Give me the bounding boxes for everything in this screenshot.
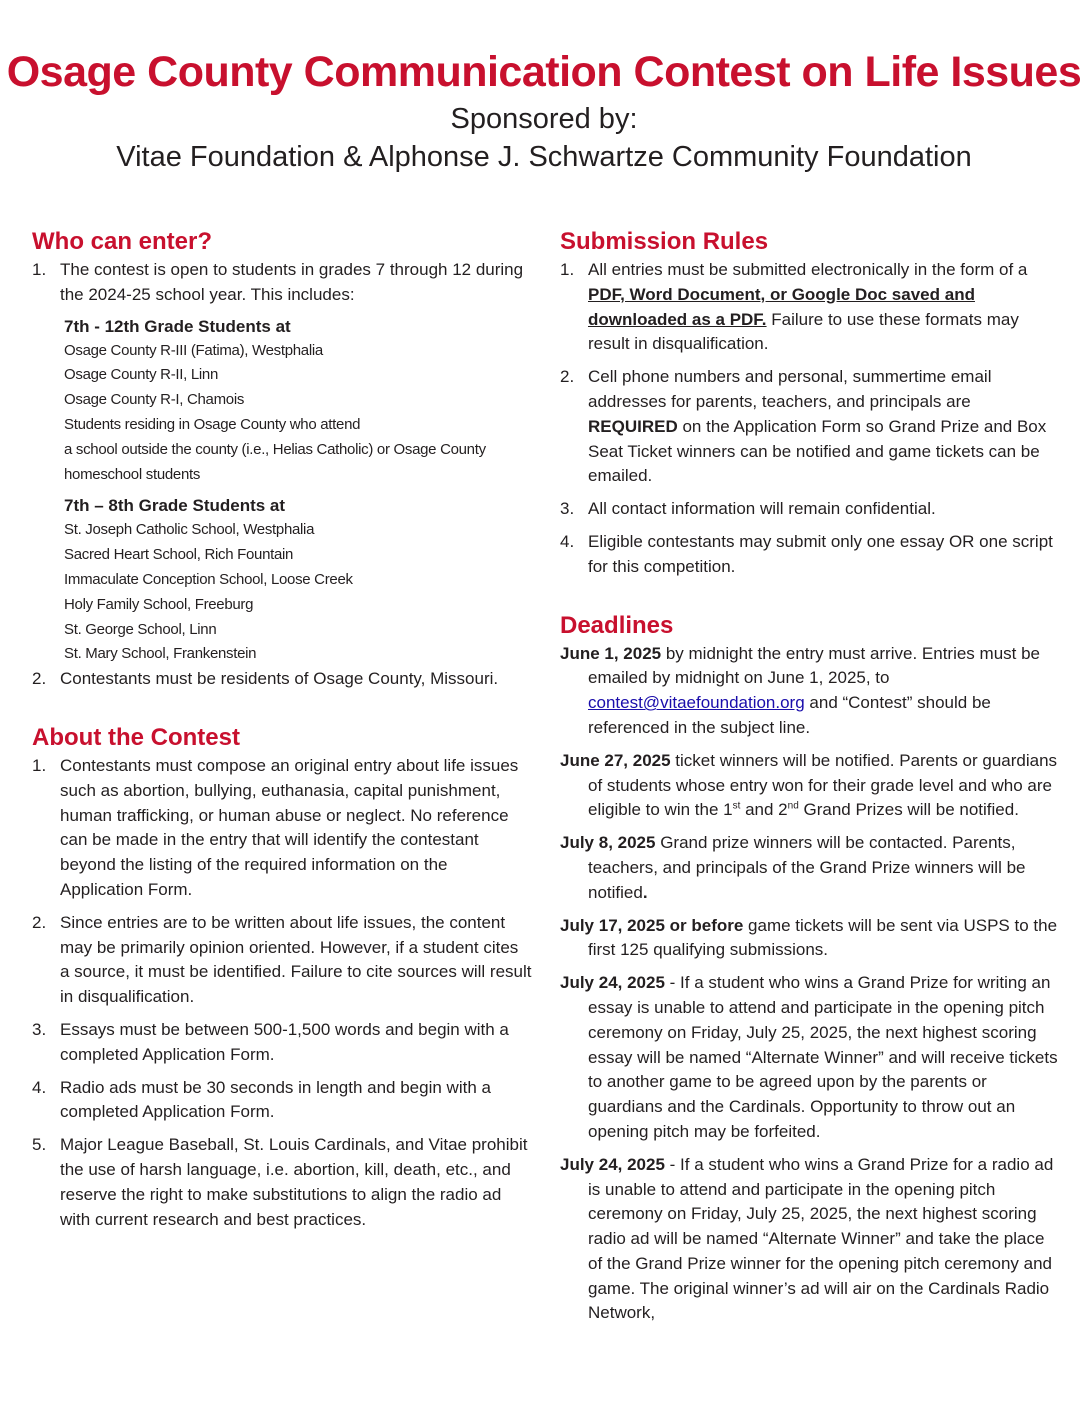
- school-line: Osage County R-III (Fatima), Westphalia: [64, 341, 323, 359]
- right-column: [560, 226, 1060, 1334]
- left-column: [32, 226, 532, 1240]
- deadline-entry: [560, 642, 1060, 741]
- about-item-number: 3.: [32, 1019, 47, 1039]
- rule-item-number: 1.: [560, 260, 575, 279]
- deadline-text-end: and “Contest” should be referenced in the subject line.: [588, 693, 991, 737]
- contest-email-link[interactable]: contest@vitaefoundation.org: [588, 693, 805, 713]
- school-line: Holy Family School, Freeburg: [64, 595, 254, 613]
- about-item-text: Essays must be between 500-1,500 words and begin with a completed Application Form.: [60, 1019, 509, 1064]
- deadline-date: June 27, 2025: [560, 750, 671, 770]
- about-contest-heading: About the Contest: [32, 723, 240, 751]
- about-item-number: 1.: [32, 755, 47, 775]
- who-can-enter-heading: Who can enter?: [32, 228, 213, 255]
- rule-item-number: 3.: [560, 499, 575, 519]
- deadline-text: - If a student who wins a Grand Prize for a radio ad is unable to attend and participate in the opening pitch ceremony on Friday, July 25, 2025, the next highest scoring radio ad will be named “Alternate Winner” and take the place of the Grand Prize winner for the opening pitch ceremony and game. The original winner’s ad will air on the Cardinals Radio Network,: [588, 1154, 1054, 1323]
- sponsored-by-label: Sponsored by:: [450, 103, 638, 135]
- school-line: Osage County R-I, Chamois: [64, 391, 245, 409]
- deadline-date: July 17, 2025 or before: [560, 915, 744, 935]
- about-item-number: 4.: [32, 1077, 47, 1097]
- rule-1-text-end: Failure to use these formats may result in disqualification.: [588, 309, 1019, 354]
- about-item: [32, 1133, 532, 1232]
- deadline-text: by midnight the entry must arrive. Entries must be emailed by midnight on June 1, 2025, to: [588, 643, 1040, 688]
- group-2-title: 7th – 8th Grade Students at: [64, 496, 286, 516]
- deadline-entry: [560, 914, 1060, 964]
- school-line: Students residing in Osage County who attend: [64, 415, 361, 433]
- deadline-text: ticket winners will be notified. Parents or guardians of students whose entry won for their grade level and who are eligible to win the 1: [588, 750, 1058, 820]
- who-item-2-number: 2.: [32, 669, 47, 689]
- deadline-date: June 1, 2025: [560, 643, 662, 663]
- about-item-text: Radio ads must be 30 seconds in length and begin with a completed Application Form.: [60, 1077, 491, 1122]
- ordinal-suffix: st: [732, 800, 741, 812]
- deadline-entry: [560, 749, 1060, 823]
- rule-item-number: 4.: [560, 531, 575, 551]
- sponsor-names: Vitae Foundation & Alphonse J. Schwartze Community Foundation: [116, 141, 972, 173]
- school-line: Immaculate Conception School, Loose Creek: [64, 570, 353, 588]
- submission-rules-heading: Submission Rules: [560, 228, 769, 255]
- group-1-title: 7th - 12th Grade Students at: [64, 316, 291, 336]
- about-item: [32, 1076, 532, 1126]
- about-item-text: Contestants must compose an original entry about life issues such as abortion, bullying, euthanasia, capital punishment, human trafficking, or human abuse or neglect. No reference can be made in the entry that will identify the contestant beyond the listing of the required information on the Application Form.: [60, 755, 519, 899]
- rule-1-text-start: All entries must be submitted electronically in the form of a: [588, 260, 1028, 279]
- about-item-number: 5.: [32, 1135, 47, 1155]
- school-line: Osage County R-II, Linn: [64, 366, 219, 384]
- rule-item-1: [560, 258, 1060, 357]
- school-line: St. George School, Linn: [64, 620, 217, 638]
- school-line: a school outside the county (i.e., Helias Catholic) or Osage County: [64, 440, 486, 458]
- about-item: [32, 911, 532, 1010]
- who-item-2: [32, 667, 532, 692]
- deadline-entry: [560, 971, 1060, 1145]
- rule-4-text: Eligible contestants may submit only one essay OR one script for this competition.: [588, 531, 1053, 576]
- deadline-period: .: [642, 882, 648, 902]
- rule-3-text: All contact information will remain confidential.: [588, 499, 936, 519]
- rule-2-required: REQUIRED: [588, 416, 678, 436]
- deadline-entry: [560, 1153, 1060, 1327]
- about-item-number: 2.: [32, 912, 47, 932]
- rule-item-number: 2.: [560, 367, 575, 387]
- who-item-2-text: Contestants must be residents of Osage County, Missouri.: [60, 669, 499, 689]
- school-line: St. Mary School, Frankenstein: [64, 645, 257, 663]
- deadline-date: July 8, 2025: [560, 833, 656, 853]
- who-item-1-text: The contest is open to students in grades 7 through 12 during the 2024-25 school year. This includes:: [60, 260, 524, 304]
- deadlines-heading: Deadlines: [560, 611, 674, 639]
- about-item: [32, 1018, 532, 1068]
- deadline-text: game tickets will be sent via USPS to the first 125 qualifying submissions.: [588, 915, 1058, 960]
- page-title: Osage County Communication Contest on Life Issues: [6, 48, 1082, 96]
- deadline-entry: [560, 831, 1060, 905]
- about-item: [32, 754, 532, 903]
- ordinal-suffix: nd: [787, 800, 799, 812]
- rule-item-3: [560, 497, 1060, 522]
- school-line: Sacred Heart School, Rich Fountain: [64, 546, 294, 564]
- deadline-date: July 24, 2025: [560, 973, 665, 993]
- rule-item-4: [560, 530, 1060, 580]
- rule-1-formats: PDF, Word Document, or Google Doc saved and downloaded as a PDF.: [588, 284, 975, 329]
- deadline-text: Grand prize winners will be contacted. Parents, teachers, and principals of the Grand Prize winners will be notified: [588, 833, 1026, 902]
- rule-2-text-end: on the Application Form so Grand Prize and Box Seat Ticket winners can be notified and game tickets can be emailed.: [588, 416, 1047, 486]
- about-item-text: Major League Baseball, St. Louis Cardinals, and Vitae prohibit the use of harsh language, i.e. abortion, kill, death, etc., and reserve the right to make substitutions to align the radio ad with current research and best practices.: [60, 1135, 528, 1229]
- deadline-text-end: Grand Prizes will be notified.: [798, 800, 1019, 820]
- deadline-date: July 24, 2025: [560, 1154, 665, 1174]
- who-item-1: [32, 258, 532, 308]
- page-header: [0, 44, 1088, 176]
- deadline-text-mid: and 2: [740, 800, 788, 820]
- school-line: homeschool students: [64, 465, 201, 483]
- school-line: St. Joseph Catholic School, Westphalia: [64, 521, 315, 539]
- about-item-text: Since entries are to be written about life issues, the content may be primarily opinion oriented. However, if a student cites a source, it must be identified. Failure to cite sources will result in disqualification.: [60, 912, 532, 1007]
- deadline-text: - If a student who wins a Grand Prize for writing an essay is unable to attend and participate in the opening pitch ceremony on Friday, July 25, 2025, the next highest scoring essay will be named “Alternate Winner” and will receive tickets to another game to be agreed upon by the parents or guardians and the Cardinals. Opportunity to throw out an opening pitch may be forfeited.: [588, 973, 1058, 1141]
- rule-item-2: [560, 365, 1060, 489]
- who-item-1-number: 1.: [32, 260, 47, 279]
- rule-2-text-start: Cell phone numbers and personal, summertime email addresses for parents, teachers, and principals are: [588, 367, 992, 411]
